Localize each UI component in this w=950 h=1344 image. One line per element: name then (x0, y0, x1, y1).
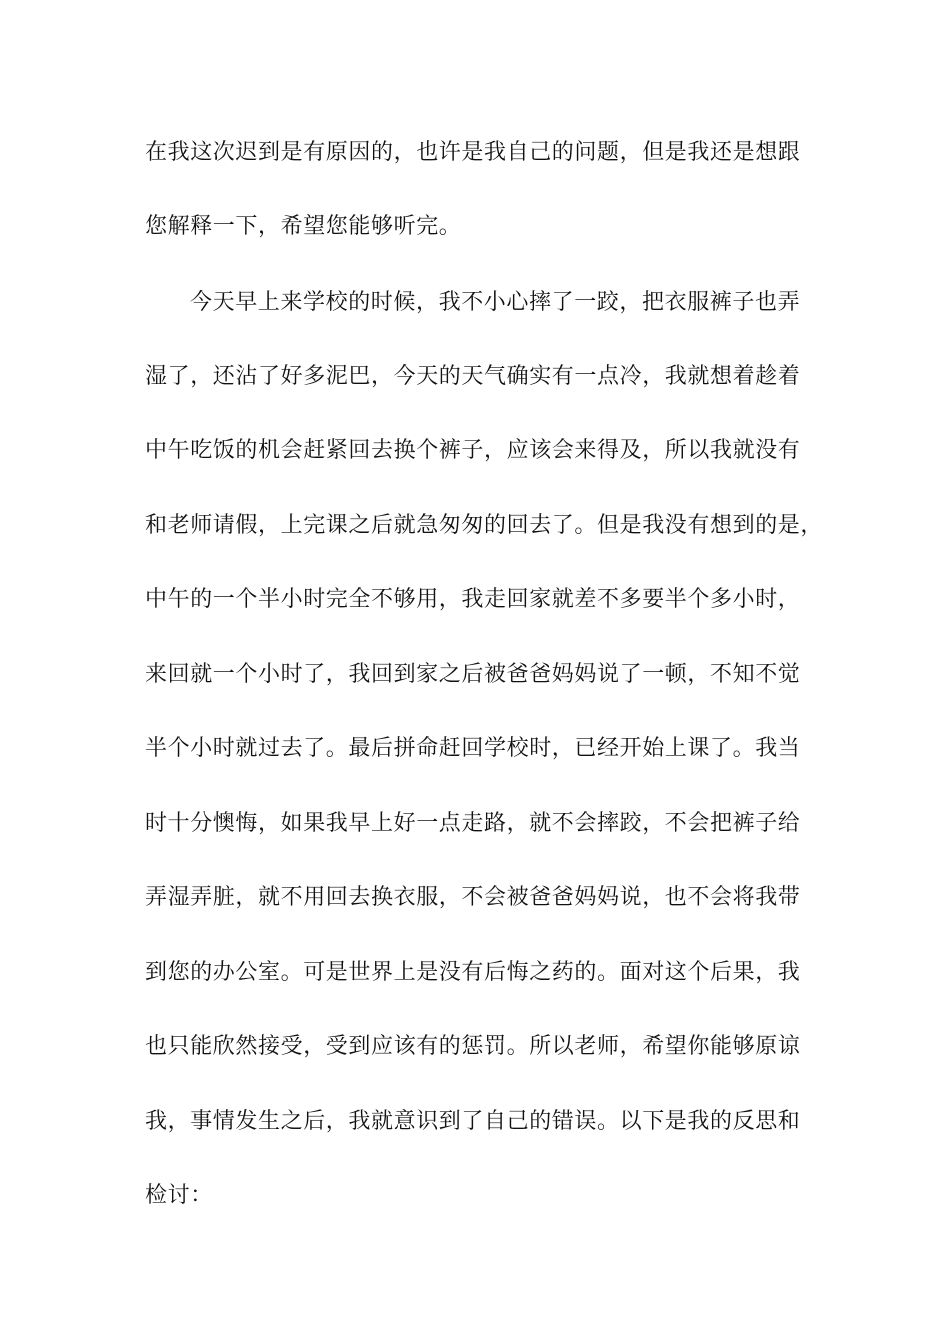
paragraph-line: 中午吃饭的机会赶紧回去换个裤子，应该会来得及，所以我就没有 (145, 438, 801, 463)
paragraph-line: 也只能欣然接受，受到应该有的惩罚。所以老师，希望你能够原谅 (145, 1034, 801, 1059)
paragraph-line: 湿了，还沾了好多泥巴，今天的天气确实有一点冷，我就想着趁着 (145, 364, 801, 389)
paragraph-line: 我，事情发生之后，我就意识到了自己的错误。以下是我的反思和 (145, 1109, 801, 1134)
paragraph-line: 检讨： (145, 1183, 213, 1208)
paragraph-line: 中午的一个半小时完全不够用，我走回家就差不多要半个多小时， (145, 587, 801, 612)
paragraph-line: 您解释一下，希望您能够听完。 (145, 214, 462, 239)
paragraph-line: 弄湿弄脏，就不用回去换衣服，不会被爸爸妈妈说，也不会将我带 (145, 885, 801, 910)
paragraph-line: 和老师请假，上完课之后就急匆匆的回去了。但是我没有想到的是， (145, 513, 824, 538)
paragraph-line: 今天早上来学校的时候，我不小心摔了一跤，把衣服裤子也弄 (190, 290, 801, 315)
paragraph-line: 到您的办公室。可是世界上是没有后悔之药的。面对这个后果，我 (145, 960, 801, 985)
paragraph-line: 来回就一个小时了，我回到家之后被爸爸妈妈说了一顿，不知不觉 (145, 662, 801, 687)
paragraph-line: 在我这次迟到是有原因的，也许是我自己的问题，但是我还是想跟 (145, 140, 801, 165)
paragraph-line: 时十分懊悔，如果我早上好一点走路，就不会摔跤，不会把裤子给 (145, 811, 801, 836)
paragraph-line: 半个小时就过去了。最后拼命赶回学校时，已经开始上课了。我当 (145, 736, 801, 761)
